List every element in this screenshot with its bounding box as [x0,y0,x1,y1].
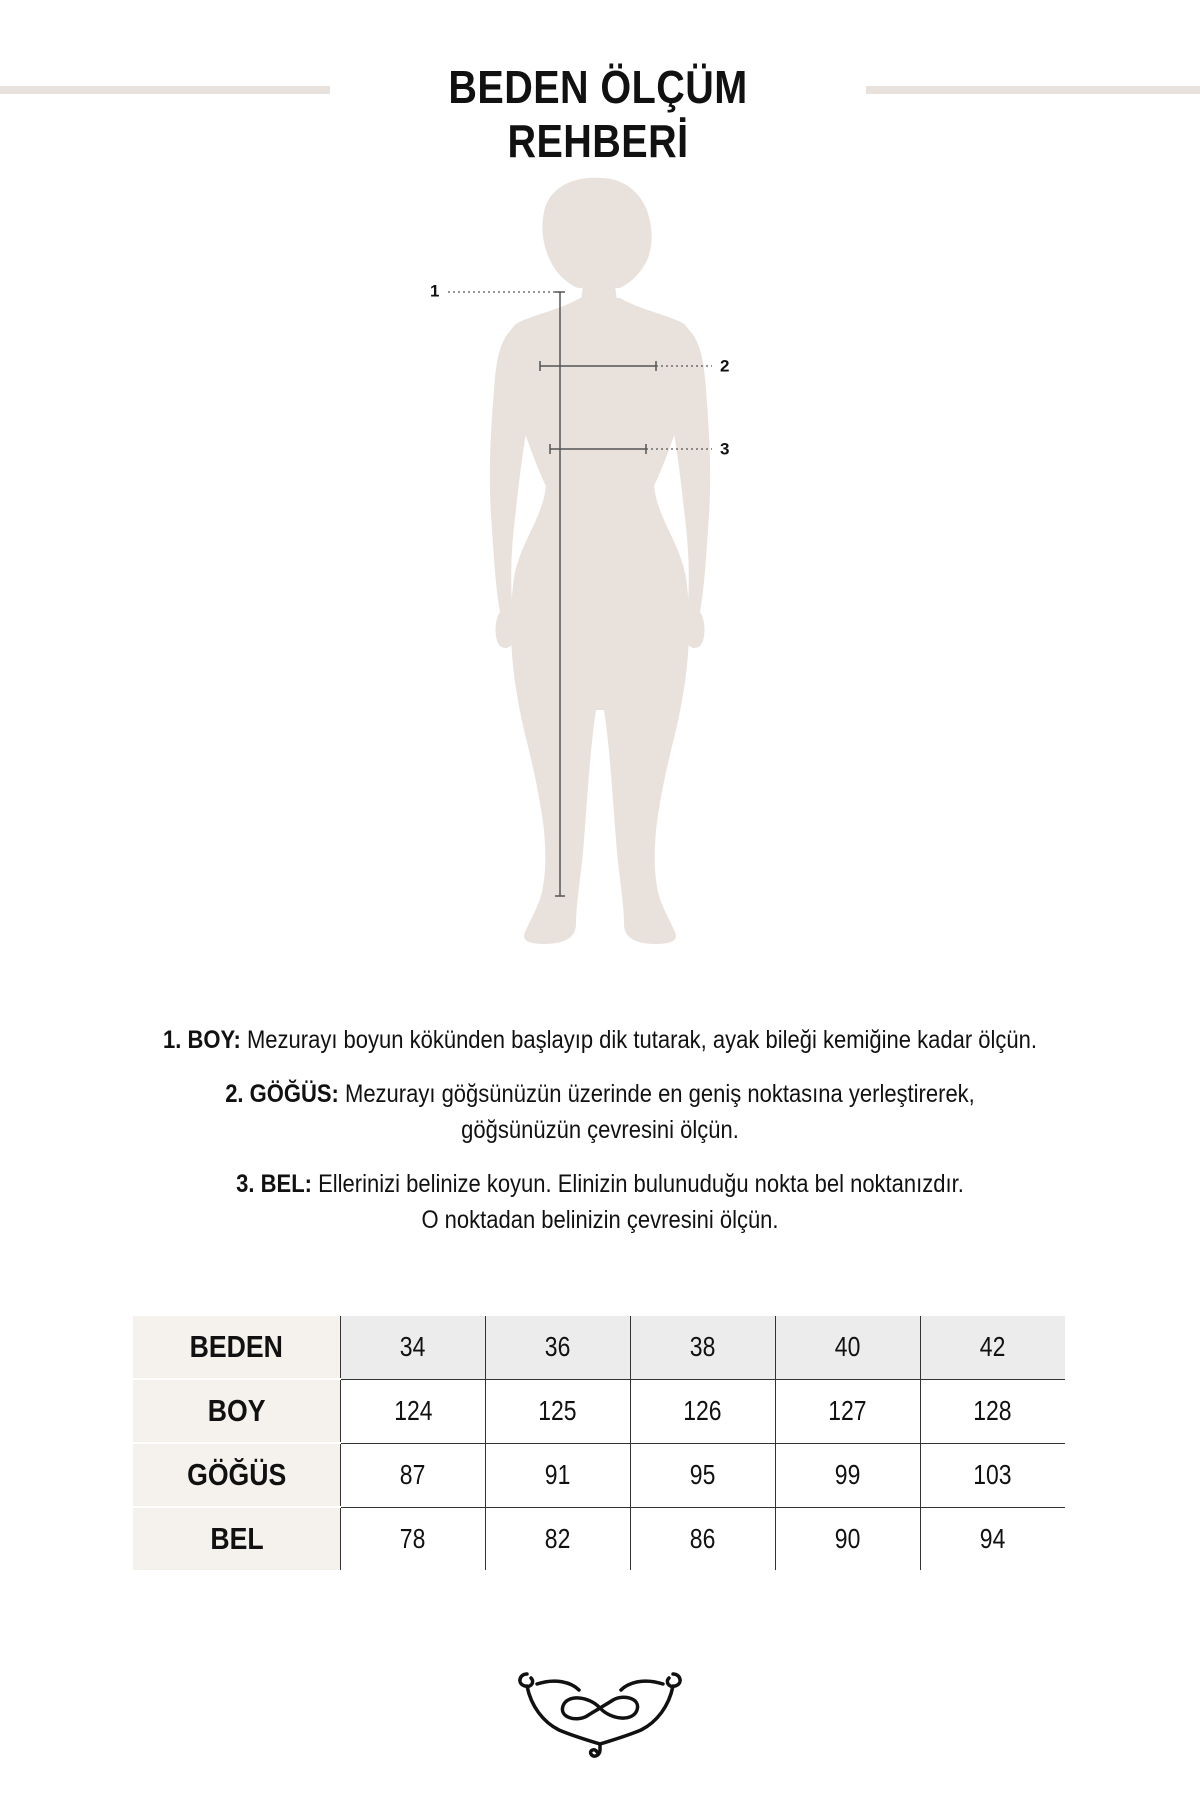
measurement-instructions [60,1022,1140,1256]
body-silhouette [490,178,710,944]
table-row-bel [133,1507,1065,1570]
row-header: BEL [133,1507,341,1570]
table-row-boy [133,1379,1065,1443]
row-header: GÖĞÜS [133,1443,341,1507]
table-cell: 91 [485,1443,630,1507]
instruction-gogus [125,1076,1075,1148]
instruction-bel-text: Ellerinizi belinize koyun. Elinizin bulunuduğu nokta bel noktanızdır. [318,1170,964,1198]
table-cell: 82 [485,1507,630,1570]
instruction-bel-label: 3. BEL: [236,1170,312,1198]
marker-1: 1 [430,281,440,301]
instruction-bel [125,1166,1075,1238]
instruction-gogus-text: Mezurayı göğsünüzün üzerinde en geniş noktasına yerleştirerek, [344,1080,975,1108]
table-cell: 103 [920,1443,1065,1507]
table-cell: 99 [775,1443,920,1507]
body-measurement-figure [0,150,1200,970]
table-cell: 87 [341,1443,486,1507]
table-cell: 90 [775,1507,920,1570]
ornament-infinity-logo-icon [515,1660,685,1765]
table-cell: 40 [775,1316,920,1379]
table-cell: 86 [630,1507,775,1570]
table-cell: 38 [630,1316,775,1379]
instruction-boy-text: Mezurayı boyun kökünden başlayıp dik tutarak, ayak bileği kemiğine kadar ölçün. [246,1026,1037,1054]
marker-3: 3 [720,439,730,459]
header-rule-left [0,86,330,94]
row-header: BOY [133,1379,341,1443]
table-cell: 95 [630,1443,775,1507]
marker-2: 2 [720,356,730,376]
header-rule-right [866,86,1200,94]
table-cell: 124 [341,1379,486,1443]
row-header: BEDEN [133,1316,341,1379]
instruction-boy [125,1022,1075,1058]
table-cell: 125 [485,1379,630,1443]
body-silhouette-diagram [0,150,1200,970]
table-row-gogus [133,1443,1065,1507]
table-cell: 128 [920,1379,1065,1443]
table-cell: 127 [775,1379,920,1443]
table-cell: 42 [920,1316,1065,1379]
instruction-boy-label: 1. BOY: [163,1026,241,1054]
table-row-beden [133,1316,1065,1379]
instruction-gogus-text-2: göğsünüzün çevresini ölçün. [461,1116,739,1144]
table-cell: 36 [485,1316,630,1379]
instruction-gogus-label: 2. GÖĞÜS: [225,1080,339,1108]
page-title: BEDEN ÖLÇÜM REHBERİ [448,61,748,167]
instruction-bel-text-2: O noktadan belinizin çevresini ölçün. [421,1206,779,1234]
size-chart-table [133,1316,1065,1570]
table-cell: 78 [341,1507,486,1570]
table-cell: 126 [630,1379,775,1443]
table-cell: 34 [341,1316,486,1379]
table-cell: 94 [920,1507,1065,1570]
